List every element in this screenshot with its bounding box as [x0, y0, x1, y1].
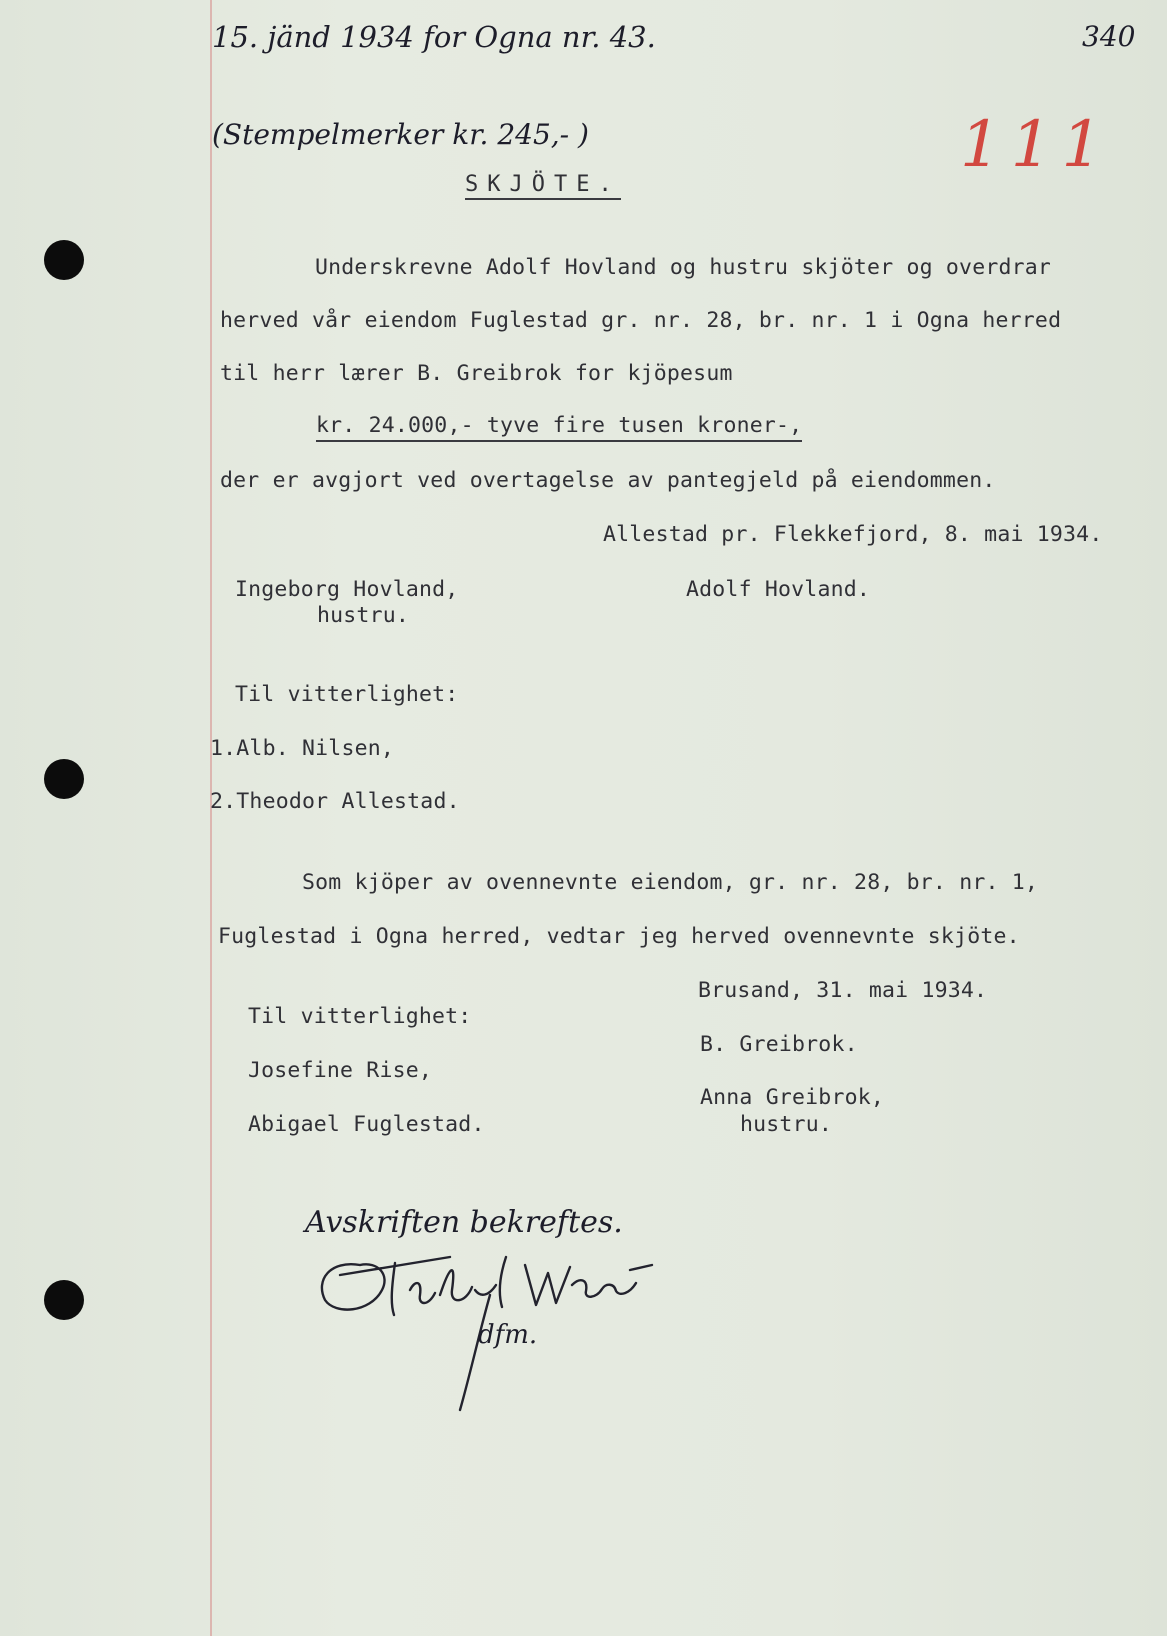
witness-2: 2.Theodor Allestad.	[210, 789, 460, 814]
margin-line	[210, 0, 212, 1636]
witness-3: Josefine Rise,	[248, 1058, 433, 1083]
paragraph2-line1: Som kjöper av ovennevnte eiendom, gr. nr. 28, br. nr. 1,	[302, 870, 1039, 895]
place-date-1: Allestad pr. Flekkefjord, 8. mai 1934.	[603, 522, 1103, 547]
stamp-note: (Stempelmerker kr. 245,- )	[212, 118, 589, 151]
paragraph1-line3: til herr lærer B. Greibrok for kjöpesum	[220, 361, 733, 386]
paragraph1-end: der er avgjort ved overtagelse av pantegjeld på eiendommen.	[220, 468, 996, 493]
paragraph1-line2: herved vår eiendom Fuglestad gr. nr. 28, br. nr. 1 i Ogna herred	[220, 308, 1062, 333]
witness-heading-1: Til vitterlighet:	[235, 682, 459, 707]
red-mark: 111	[960, 108, 1113, 182]
punch-hole-top	[44, 240, 84, 280]
punch-hole-middle	[44, 759, 84, 799]
handwritten-title: dfm.	[478, 1320, 538, 1350]
paragraph2-line2: Fuglestad i Ogna herred, vedtar jeg herved ovennevnte skjöte.	[218, 924, 1020, 949]
place-date-2: Brusand, 31. mai 1934.	[698, 978, 988, 1003]
buyer-name: B. Greibrok.	[700, 1032, 858, 1057]
buyer-wife-role: hustru.	[740, 1112, 833, 1137]
page-number: 340	[1082, 20, 1136, 53]
paragraph1-line1: Underskrevne Adolf Hovland og hustru skjöter og overdrar	[315, 255, 1052, 280]
seller-name: Adolf Hovland.	[686, 577, 871, 602]
punch-hole-bottom	[44, 1280, 84, 1320]
seller-wife-name: Ingeborg Hovland,	[235, 577, 459, 602]
seller-wife-role: hustru.	[317, 603, 410, 628]
witness-heading-2: Til vitterlighet:	[248, 1004, 472, 1029]
document-title: SKJÖTE.	[465, 172, 621, 200]
witness-1: 1.Alb. Nilsen,	[210, 736, 395, 761]
handwritten-confirmation: Avskriften bekreftes.	[305, 1205, 623, 1240]
purchase-amount: kr. 24.000,- tyve fire tusen kroner-,	[316, 413, 802, 442]
buyer-wife-name: Anna Greibrok,	[700, 1085, 885, 1110]
witness-4: Abigael Fuglestad.	[248, 1112, 485, 1137]
handwritten-date-ref: 15. jänd 1934 for Ogna nr. 43.	[212, 20, 656, 54]
